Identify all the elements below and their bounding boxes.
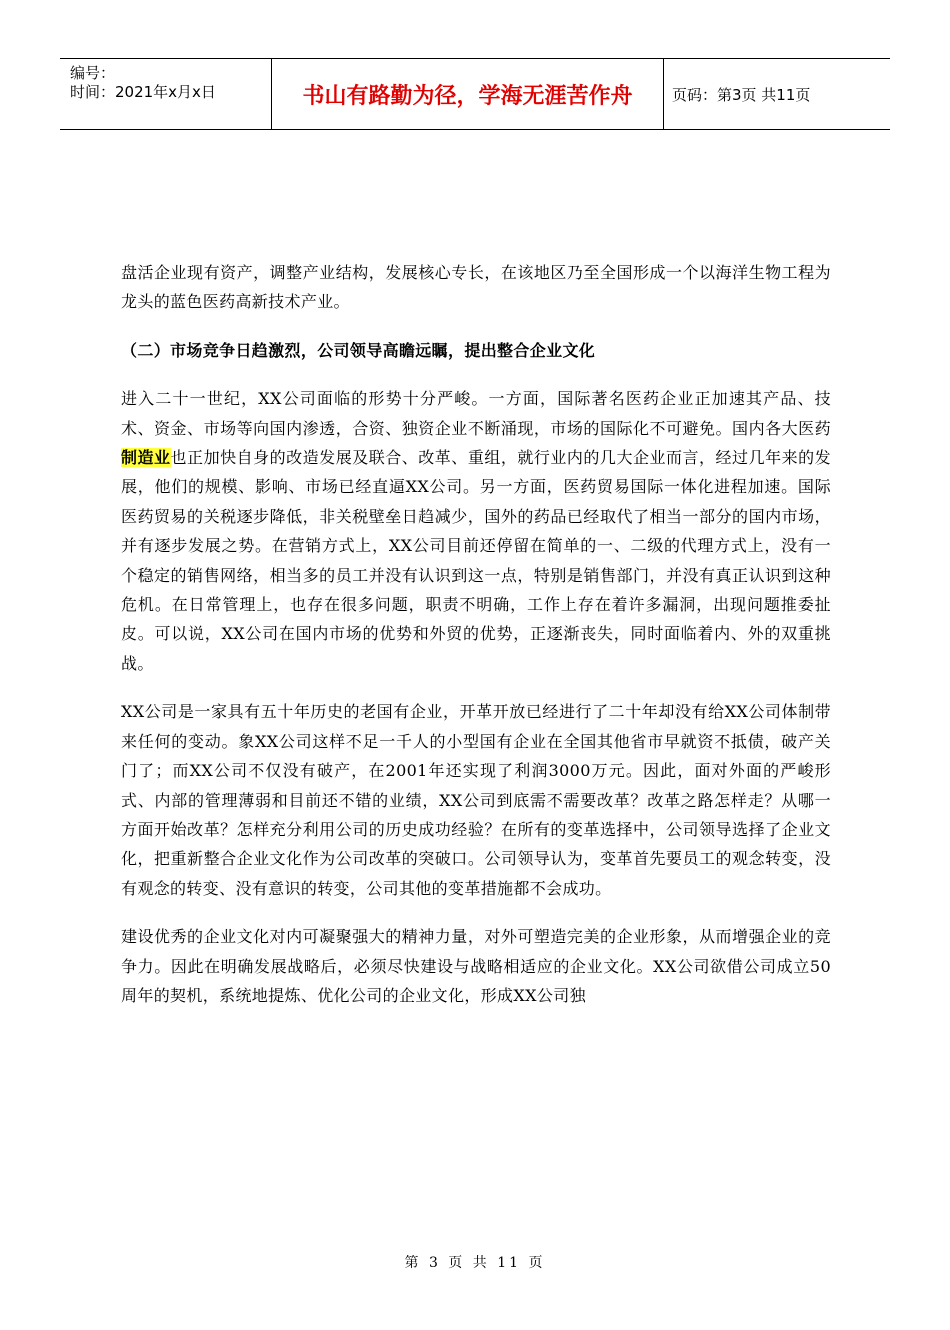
paragraph-3: XX公司是一家具有五十年历史的老国有企业，开革开放已经进行了二十年却没有给XX公司体制带来任何的变动。象XX公司这样不足一千人的小型国有企业在全国其他省市早就资不抵债，破产关门了；而XX公司不仅没有破产，在2001年还实现了利润3000万元。因此，面对外面的严峻形式、内部的管理薄弱和目前还不错的业绩，XX公司到底需不需要改革？改革之路怎样走？从哪一方面开始改革？怎样充分利用公司的历史成功经验？在所有的变革选择中，公司领导选择了企业文化，把重新整合企业文化作为公司改革的突破口。公司领导认为，变革首先要员工的观念转变，没有观念的转变、没有意识的转变，公司其他的变革措施都不会成功。 [121, 702, 831, 898]
header-motto: 书山有路勤为径，学海无涯苦作舟 [272, 59, 664, 129]
paragraph-2-text-end: 也正加快自身的改造发展及联合、改革、重组，就行业内的几大企业而言，经过几年来的发展，他们的规模、影响、市场已经直逼XX公司。另一方面，医药贸易国际一体化进程加速。国际医药贸易的关税逐步降低，非关税壁垒日趋减少，国外的药品已经取代了相当一部分的国内市场，并有逐步发展之势。在营销方式上，XX公司目前还停留在简单的一、二级的代理方式上，没有一个稳定的销售网络，相当多的员工并没有认识到这一点，特别是销售部门，并没有真正认识到这种危机。在日常管理上，也存在很多问题，职责不明确，工作上存在着许多漏洞，出现问题推委扯皮。可以说，XX公司在国内市场的优势和外贸的优势，正逐渐丧失，同时面临着内、外的双重挑战。 [121, 448, 831, 673]
document-date-label: 时间：2021年x月x日 [70, 83, 216, 101]
highlighted-term: 制造业 [121, 448, 171, 468]
section-heading: （二）市场竞争日趋激烈，公司领导高瞻远瞩，提出整合企业文化 [121, 340, 596, 360]
paragraph-2 [121, 384, 831, 678]
page-footer: 第 3 页 共 11 页 [404, 1255, 546, 1271]
paragraph-4: 建设优秀的企业文化对内可凝聚强大的精神力量，对外可塑造完美的企业形象，从而增强企业的竞争力。因此在明确发展战略后，必须尽快建设与战略相适应的企业文化。XX公司欲借公司成立50周年的契机，系统地提炼、优化公司的企业文化，形成XX公司独 [121, 927, 831, 1005]
header-page-number: 页码：第3页 共11页 [672, 85, 811, 104]
document-body [121, 258, 831, 1010]
paragraph-1: 盘活企业现有资产，调整产业结构，发展核心专长，在该地区乃至全国形成一个以海洋生物工程为龙头的蓝色医药高新技术产业。 [121, 263, 831, 312]
paragraph-2-text-start: 进入二十一世纪，XX公司面临的形势十分严峻。一方面，国际著名医药企业正加速其产品、技术、资金、市场等向国内渗透，合资、独资企业不断涌现，市场的国际化不可避免。国内各大医药 [121, 389, 831, 438]
page-header [60, 58, 890, 130]
header-info-cell [60, 59, 272, 129]
document-number-label: 编号： [70, 64, 116, 82]
